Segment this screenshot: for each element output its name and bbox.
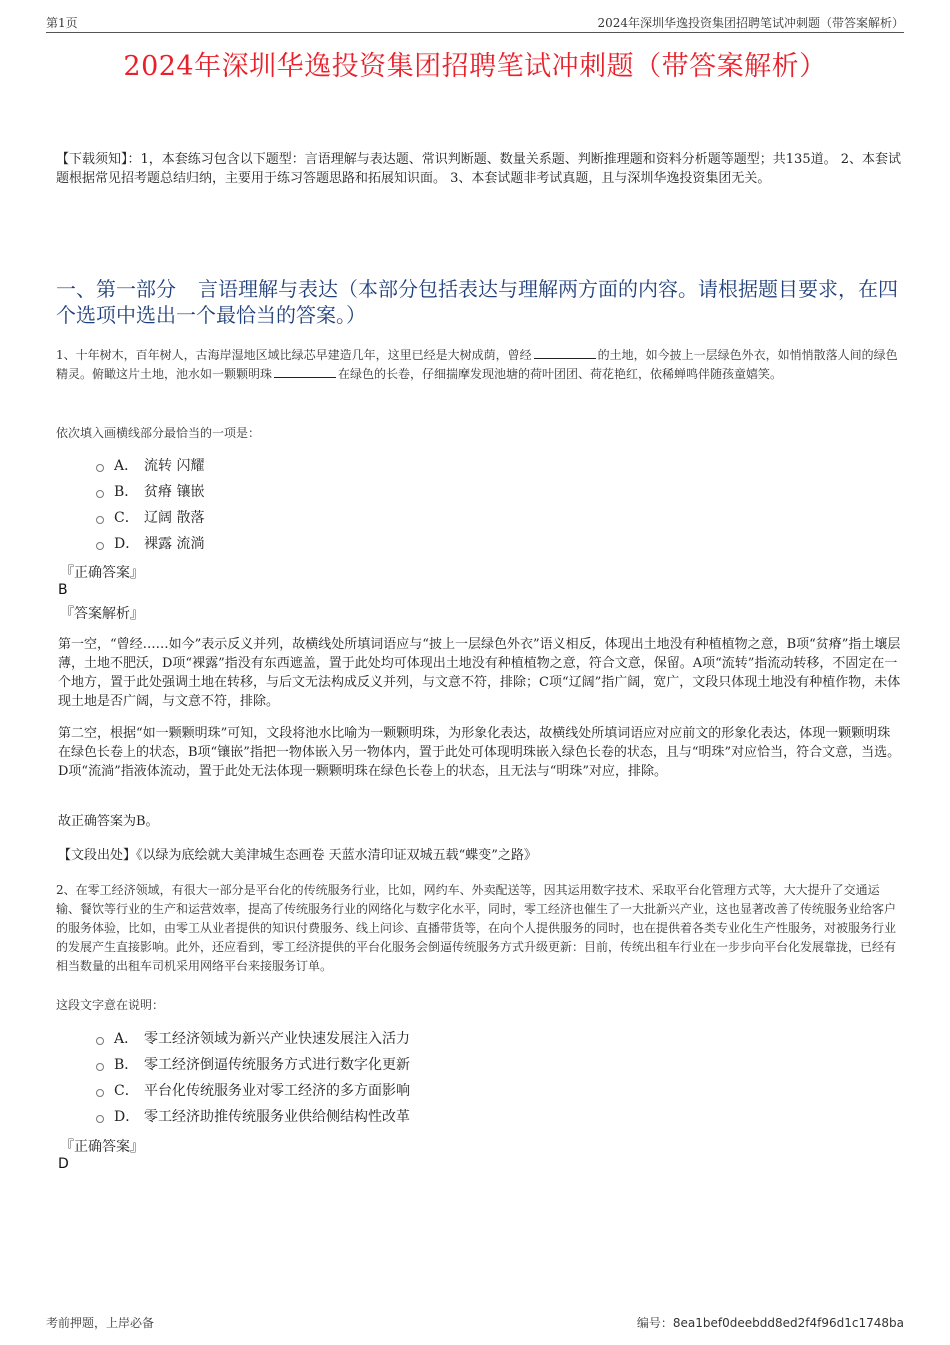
option-c[interactable] — [96, 505, 204, 531]
radio-icon[interactable] — [96, 1115, 104, 1123]
header-doc-title: 2024年深圳华逸投资集团招聘笔试冲刺题（带答案解析） — [597, 16, 904, 30]
analysis-paragraph-1: 第一空，“曾经……如今”表示反义并列，故横线处所填词语应与“披上一层绿色外衣”语义相反，体现出土地没有种植植物之意，B项“贫瘠”指土壤层薄，土地不肥沃，D项“裸露”指没有东西遮盖，置于此处均可体现出土地没有种植植物之意，符合文意，保留。A项“流转”指流动转移，不固定在一个地方，置于此处强调土地在转移，与后文无法构成反义并列，与文意不符，排除；C项“辽阔”指广阔，宽广，文段只体现土地没有种植作物，未体现土地是否广阔，与文意不符，排除。 — [58, 637, 901, 709]
option-a[interactable] — [96, 1026, 410, 1052]
option-text: 零工经济助推传统服务业供给侧结构性改革 — [144, 1109, 410, 1125]
radio-icon[interactable] — [96, 1063, 104, 1071]
option-b[interactable] — [96, 479, 204, 505]
correct-answer: D — [58, 1156, 69, 1172]
answer-label: 『正确答案』 — [60, 565, 144, 581]
text-source: 【文段出处】《以绿为底绘就大美津城生态画卷 天蓝水清印证双城五载“蝶变”之路》 — [58, 848, 537, 863]
question-1-options — [96, 453, 204, 557]
option-a[interactable] — [96, 453, 204, 479]
question-2-prompt: 这段文字意在说明： — [56, 998, 165, 1012]
option-letter: D． — [114, 536, 140, 552]
analysis-conclusion: 故正确答案为B。 — [58, 814, 159, 829]
download-notice: 【下载须知】：1，本套练习包含以下题型：言语理解与表达题、常识判断题、数量关系题、判断推理题和资料分析题等题型；共135道。 2、本套试题根据常见招考题总结归纳，主要用于练习答题思路和拓展知识面。 3、本套试题非考试真题，且与深圳华逸投资集团无关。 — [56, 152, 901, 186]
fill-blank-1 — [534, 346, 596, 359]
section-heading — [56, 276, 902, 328]
analysis-paragraph-2: 第二空，根据“如一颗颗明珠”可知，文段将池水比喻为一颗颗明珠，为形象化表达，故横线处所填词语应对应前文的形象化表达，体现一颗颗明珠在绿色长卷上的状态，B项“镶嵌”指把一物体嵌入另一物体内，置于此处可体现明珠嵌入绿色长卷的状态，且与“明珠”对应恰当，符合文意，当选。D项“流淌”指液体流动，置于此处无法体现一颗颗明珠在绿色长卷上的状态，且无法与“明珠”对应，排除。 — [58, 726, 901, 779]
fill-blank-2 — [274, 365, 336, 378]
footer-code-value: 8ea1bef0deebdd8ed2f4f96d1c1748ba — [672, 1316, 904, 1330]
option-letter: B． — [114, 1057, 139, 1073]
page-header — [46, 14, 904, 32]
option-d[interactable] — [96, 1104, 410, 1130]
header-divider — [46, 32, 904, 33]
radio-icon[interactable] — [96, 490, 104, 498]
option-letter: A． — [114, 1031, 139, 1047]
option-text: 流转 闪耀 — [144, 458, 205, 474]
option-text: 辽阔 散落 — [144, 510, 205, 526]
option-letter: C． — [114, 510, 139, 526]
section-heading-text: 言语理解与表达（本部分包括表达与理解两方面的内容。请根据题目要求，在四个选项中选出一个最恰当的答案。） — [56, 277, 898, 327]
answer-label: 『正确答案』 — [60, 1139, 144, 1155]
question-2-options — [96, 1026, 410, 1130]
footer-code-label: 编号： — [636, 1316, 673, 1330]
option-letter: A． — [114, 458, 139, 474]
option-b[interactable] — [96, 1052, 410, 1078]
radio-icon[interactable] — [96, 516, 104, 524]
correct-answer: B — [58, 582, 68, 598]
question-1-part-c: 在绿色的长卷，仔细揣摩发现池塘的荷叶团团、荷花艳红，依稀蝉鸣伴随孩童嬉笑。 — [338, 367, 783, 381]
radio-icon[interactable] — [96, 1037, 104, 1045]
question-1-text — [56, 346, 902, 384]
question-1-part-a: 1、十年树木，百年树人，古海岸湿地区域比绿芯早建造几年，这里已经是大树成荫，曾经 — [56, 348, 532, 362]
option-c[interactable] — [96, 1078, 410, 1104]
section-heading-number: 一、第一部分 — [56, 277, 176, 301]
radio-icon[interactable] — [96, 542, 104, 550]
question-1-part-b: 的土地，如今披上一层绿色外衣，如悄悄散落人间的绿色精灵。俯瞰这片土地，池水如一颗颗明珠 — [56, 348, 898, 381]
option-letter: D． — [114, 1109, 140, 1125]
option-d[interactable] — [96, 531, 204, 557]
analysis-label: 『答案解析』 — [60, 606, 144, 622]
footer-code — [637, 1314, 904, 1331]
option-text: 平台化传统服务业对零工经济的多方面影响 — [144, 1083, 410, 1099]
option-text: 裸露 流淌 — [144, 536, 205, 552]
option-letter: C． — [114, 1083, 139, 1099]
footer-slogan: 考前押题，上岸必备 — [46, 1316, 155, 1330]
page-number: 第1页 — [46, 16, 78, 30]
radio-icon[interactable] — [96, 1089, 104, 1097]
document-title: 2024年深圳华逸投资集团招聘笔试冲刺题（带答案解析） — [123, 51, 827, 82]
question-2-text: 2、在零工经济领域，有很大一部分是平台化的传统服务行业，比如，网约车、外卖配送等，因其运用数字技术、采取平台化管理方式等，大大提升了交通运输、餐饮等行业的生产和运营效率，提高了传统服务行业的网络化与数字化水平，同时，零工经济也催生了一大批新兴产业，这也显著改善了传统服务业给客户的服务体验，比如，由零工从业者提供的知识付费服务、线上问诊、直播带货等，在向个人提供服务的同时，也在提供着各类专业化生产性服务，对被服务行业的发展产生直接影响。此外，还应看到，零工经济提供的平台化服务会倒逼传统服务方式升级更新：目前，传统出租车行业在一步步向平台化发展靠拢，已经有相当数量的出租车司机采用网络平台来接服务订单。 — [56, 883, 897, 973]
option-text: 零工经济领域为新兴产业快速发展注入活力 — [144, 1031, 410, 1047]
question-1-prompt: 依次填入画横线部分最恰当的一项是： — [56, 426, 261, 440]
radio-icon[interactable] — [96, 464, 104, 472]
option-letter: B． — [114, 484, 139, 500]
option-text: 零工经济倒逼传统服务方式进行数字化更新 — [144, 1057, 410, 1073]
option-text: 贫瘠 镶嵌 — [144, 484, 205, 500]
